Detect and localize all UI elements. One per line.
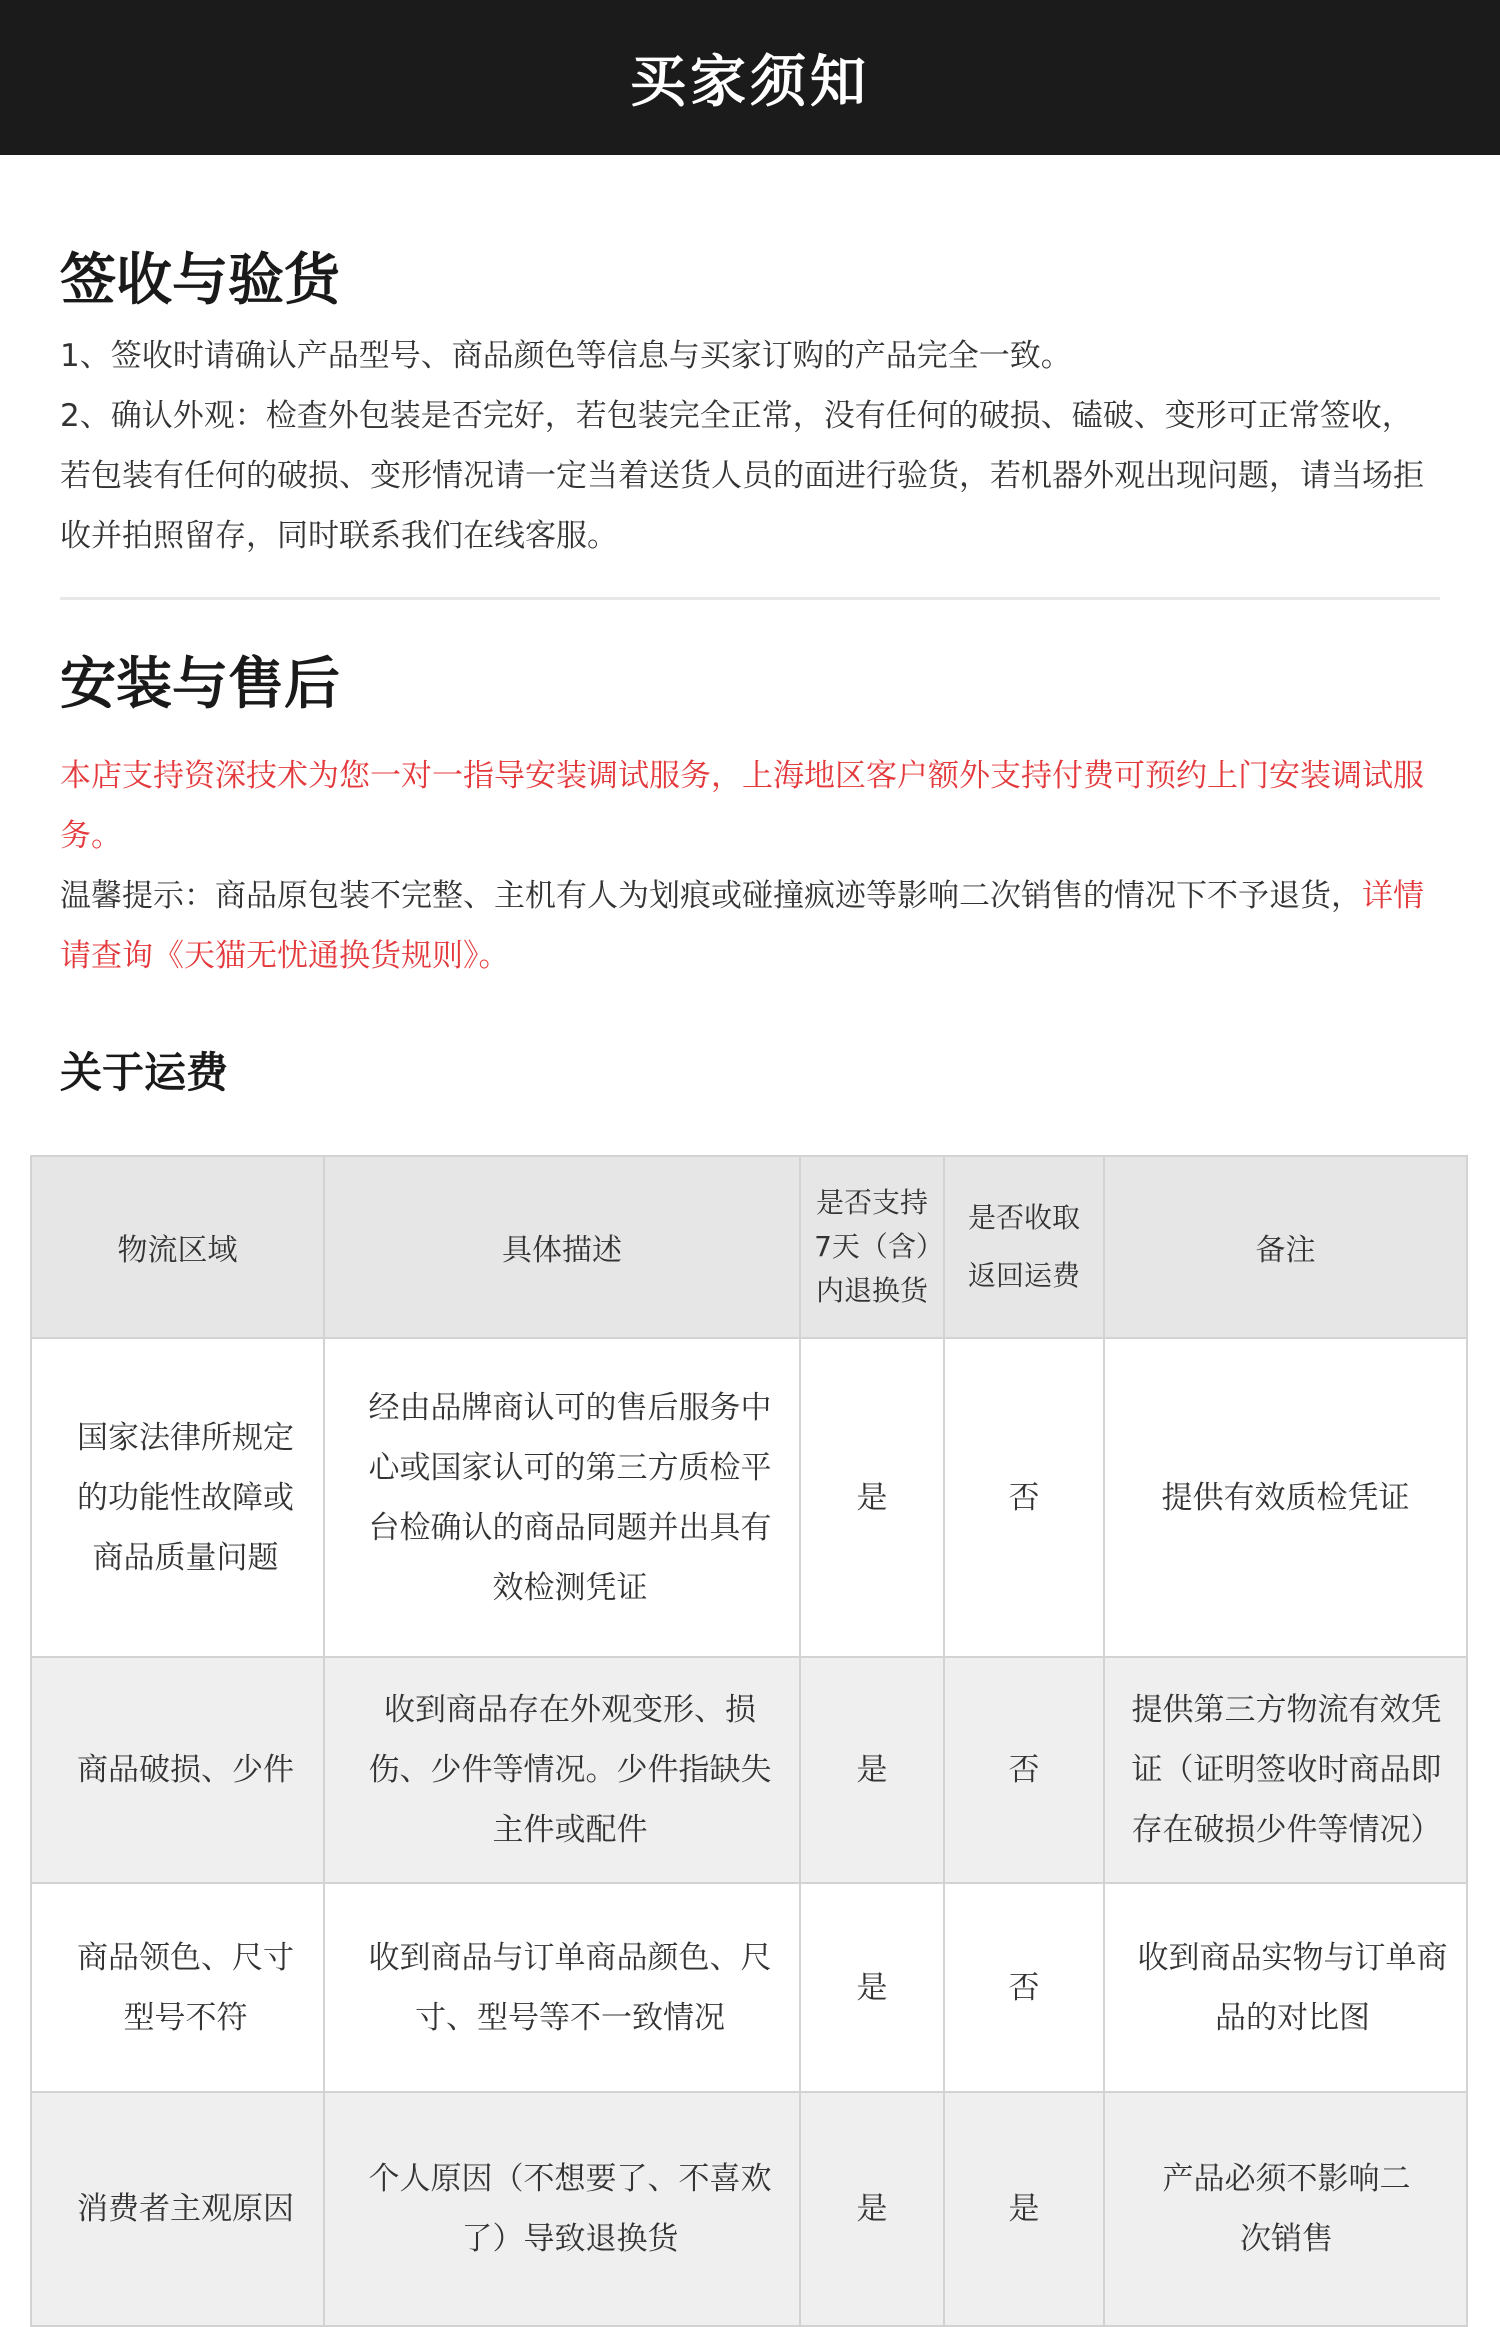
section-divider	[60, 597, 1440, 600]
cell-remark-text: 产品必须不影响二次销售	[1162, 2161, 1411, 2257]
header-return-fee-text: 是否收取返回运费	[967, 1201, 1080, 1292]
cell-region: 商品破损、少件	[31, 1657, 324, 1883]
cell-return-7-days: 是	[800, 2092, 944, 2326]
cell-return-fee: 是	[944, 2092, 1104, 2326]
cell-description: 个人原因（不想要了、不喜欢了）导致退换货	[324, 2092, 800, 2326]
cell-remark: 收到商品实物与订单商品的对比图	[1104, 1883, 1467, 2092]
return-rules-link[interactable]: 详情请查询《天猫无忧通换货规则》。	[60, 878, 1424, 974]
install-tip-text: 温馨提示：商品原包装不完整、主机有人为划痕或碰撞疯迹等影响二次销售的情况下不予退货，	[60, 878, 1362, 914]
table-row	[31, 1883, 1467, 2092]
section-title-install: 安装与售后	[60, 652, 340, 717]
cell-return-fee: 否	[944, 1657, 1104, 1883]
page-title: 买家须知	[630, 49, 870, 115]
header-description: 具体描述	[324, 1156, 800, 1338]
cell-description: 经由品牌商认可的售后服务中心或国家认可的第三方质检平台检确认的商品同题并出具有效检测凭证	[324, 1338, 800, 1657]
cell-return-7-days: 是	[800, 1338, 944, 1657]
header-return-fee	[944, 1156, 1104, 1338]
receipt-paragraph-1: 1、签收时请确认产品型号、商品颜色等信息与买家订购的产品完全一致。	[60, 338, 1072, 374]
cell-remark: 提供第三方物流有效凭证（证明签收时商品即存在破损少件等情况）	[1104, 1657, 1467, 1883]
section-title-receipt: 签收与验货	[60, 248, 340, 313]
cell-region: 消费者主观原因	[31, 2092, 324, 2326]
table-header-row	[31, 1156, 1467, 1338]
section-title-shipping: 关于运费	[60, 1048, 229, 1097]
cell-remark	[1104, 2092, 1467, 2326]
cell-region: 国家法律所规定的功能性故障或商品质量问题	[31, 1338, 324, 1657]
install-tip	[60, 866, 1440, 986]
table-row	[31, 2092, 1467, 2326]
table-row	[31, 1338, 1467, 1657]
install-notice: 本店支持资深技术为您一对一指导安装调试服务，上海地区客户额外支持付费可预约上门安装调试服务。	[60, 758, 1424, 854]
header-return-7-days	[800, 1156, 944, 1338]
header-return-7-days-text: 是否支持7天（含）内退换货	[814, 1186, 930, 1307]
table-row	[31, 1657, 1467, 1883]
cell-return-fee: 否	[944, 1883, 1104, 2092]
cell-region: 商品领色、尺寸型号不符	[31, 1883, 324, 2092]
header-region: 物流区域	[31, 1156, 324, 1338]
shipping-fee-table	[30, 1155, 1468, 2327]
cell-description: 收到商品存在外观变形、损伤、少件等情况。少件指缺失主件或配件	[324, 1657, 800, 1883]
receipt-paragraph-2: 2、确认外观：检查外包装是否完好，若包装完全正常，没有任何的破损、磕破、变形可正常签收，若包装有任何的破损、变形情况请一定当着送货人员的面进行验货，若机器外观出现问题，请当场拒收并拍照留存，同时联系我们在线客服。	[60, 398, 1424, 554]
cell-description: 收到商品与订单商品颜色、尺寸、型号等不一致情况	[324, 1883, 800, 2092]
header-remark: 备注	[1104, 1156, 1467, 1338]
page-header	[0, 0, 1500, 155]
cell-remark: 提供有效质检凭证	[1104, 1338, 1467, 1657]
cell-return-fee: 否	[944, 1338, 1104, 1657]
cell-return-7-days: 是	[800, 1657, 944, 1883]
cell-return-7-days: 是	[800, 1883, 944, 2092]
